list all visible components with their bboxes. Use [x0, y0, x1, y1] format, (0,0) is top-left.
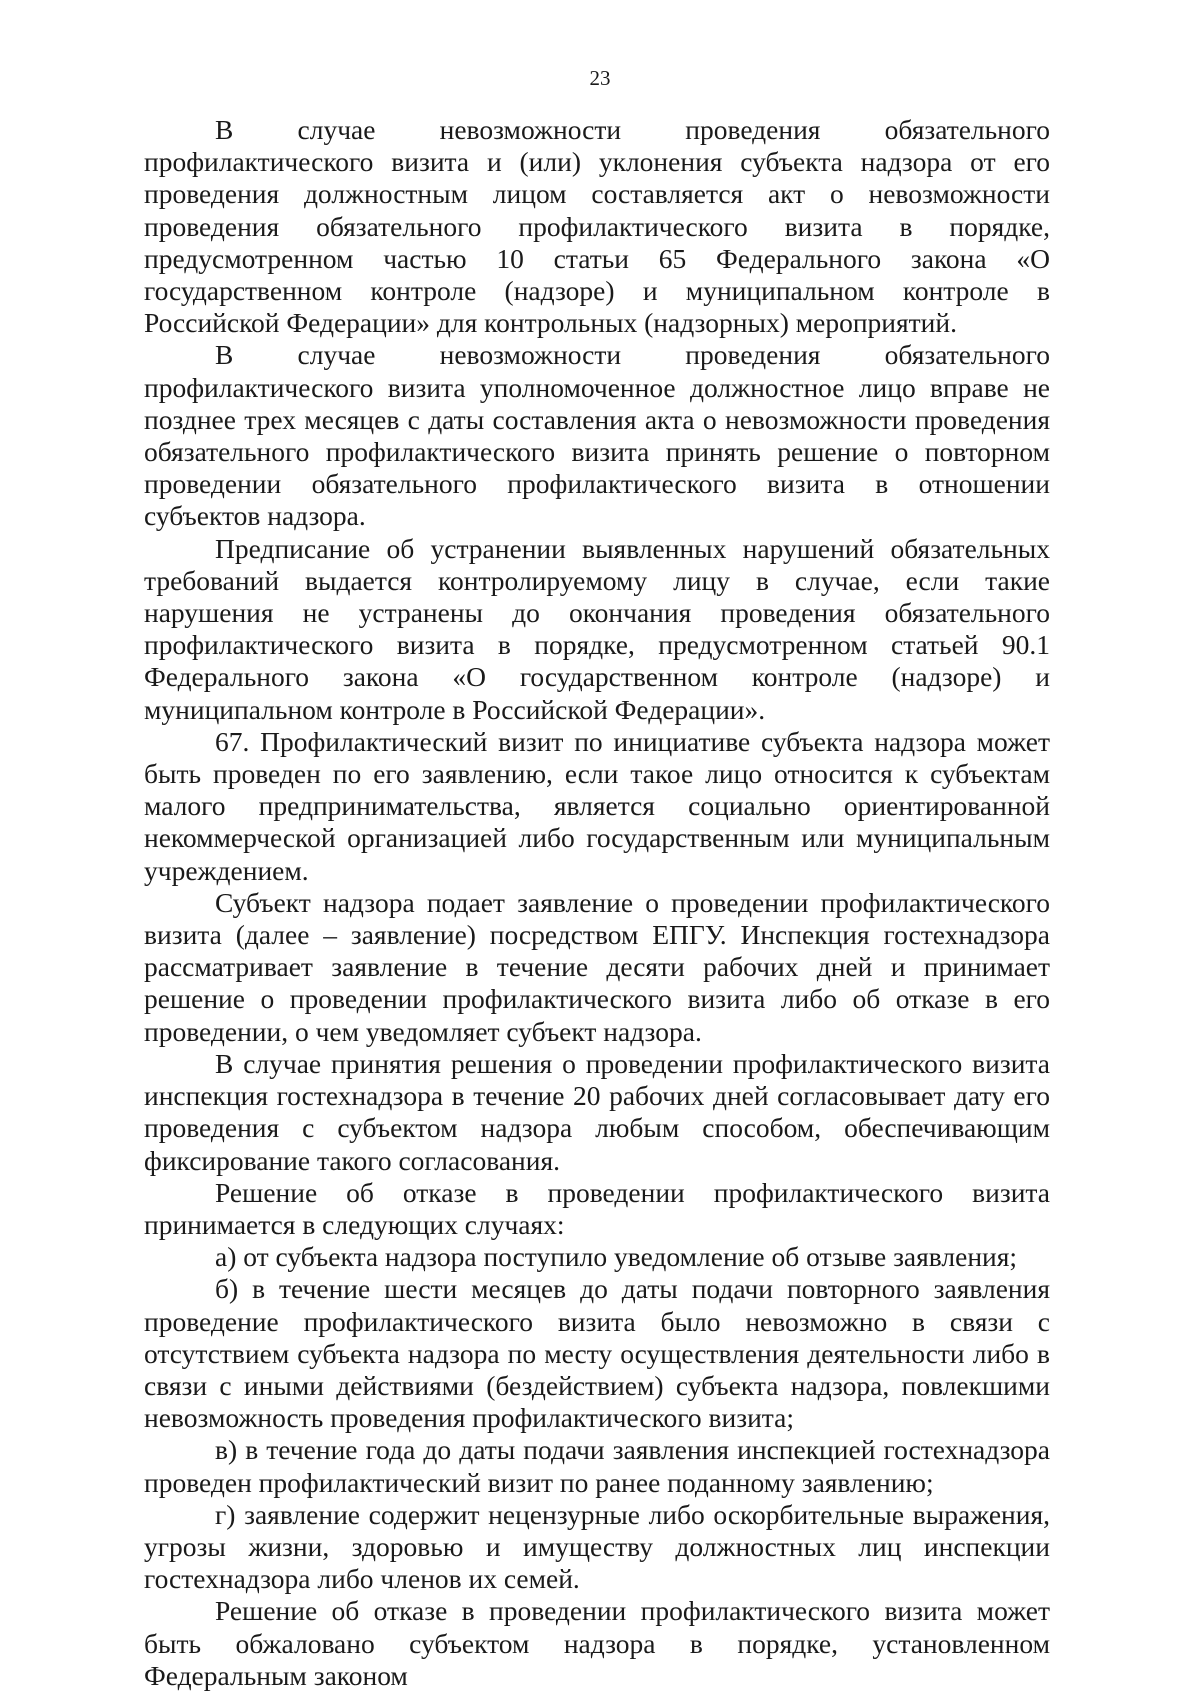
paragraph-repeat-visit-decision: В случае невозможности проведения обязательного профилактического визита уполномоченное должностное лицо вправе не позднее трех месяцев с даты составления акта о невозможности проведения обязательного профилактического визита принять решение о повторном проведении обязательного профилактического визита в отношении субъектов надзора.	[144, 339, 1050, 532]
list-item-b: б) в течение шести месяцев до даты подачи повторного заявления проведение профилактического визита было невозможно в связи с отсутствием субъекта надзора по месту осуществления деятельности либо в связи с иными действиями (бездействием) субъекта надзора, повлекшими невозможность проведения профилактического визита;	[144, 1273, 1050, 1434]
paragraph-date-agreement: В случае принятия решения о проведении профилактического визита инспекция гостехнадзора в течение 20 рабочих дней согласовывает дату его проведения с субъектом надзора любым способом, обеспечивающим фиксирование такого согласования.	[144, 1047, 1050, 1176]
list-item-v: в) в течение года до даты подачи заявления инспекцией гостехнадзора проведен профилактический визит по ранее поданному заявлению;	[144, 1434, 1050, 1498]
paragraph-refusal-cases-intro: Решение об отказе в проведении профилактического визита принимается в следующих случаях:	[144, 1176, 1050, 1240]
paragraph-67-initiative-visit: 67. Профилактический визит по инициативе субъекта надзора может быть проведен по его заявлению, если такое лицо относится к субъектам малого предпринимательства, является социально ориентированной некоммерческой организацией либо государственным или муниципальным учреждением.	[144, 725, 1050, 886]
paragraph-application-submission: Субъект надзора подает заявление о проведении профилактического визита (далее – заявление) посредством ЕПГУ. Инспекция гостехнадзора рассматривает заявление в течение десяти рабочих дней и принимает решение о проведении профилактического визита либо об отказе в его проведении, о чем уведомляет субъект надзора.	[144, 886, 1050, 1047]
paragraph-prescription: Предписание об устранении выявленных нарушений обязательных требований выдается контролируемому лицу в случае, если такие нарушения не устранены до окончания проведения обязательного профилактического визита в порядке, предусмотренном статьей 90.1 Федерального закона «О государственном контроле (надзоре) и муниципальном контроле в Российской Федерации».	[144, 532, 1050, 725]
document-body	[144, 114, 1050, 1692]
list-item-a: а) от субъекта надзора поступило уведомление об отзыве заявления;	[215, 1241, 1018, 1273]
paragraph-refusal-appeal: Решение об отказе в проведении профилактического визита может быть обжаловано субъектом надзора в порядке, установленном Федеральным законом	[144, 1595, 1050, 1691]
page-number: 23	[589, 66, 611, 90]
list-item-g: г) заявление содержит нецензурные либо оскорбительные выражения, угрозы жизни, здоровью и имуществу должностных лиц инспекции гостехнадзора либо членов их семей.	[144, 1498, 1050, 1595]
paragraph-impossibility-act: В случае невозможности проведения обязательного профилактического визита и (или) уклонения субъекта надзора от его проведения должностным лицом составляется акт о невозможности проведения обязательного профилактического визита в порядке, предусмотренном частью 10 статьи 65 Федерального закона «О государственном контроле (надзоре) и муниципальном контроле в Российской Федерации» для контрольных (надзорных) мероприятий.	[144, 114, 1050, 339]
